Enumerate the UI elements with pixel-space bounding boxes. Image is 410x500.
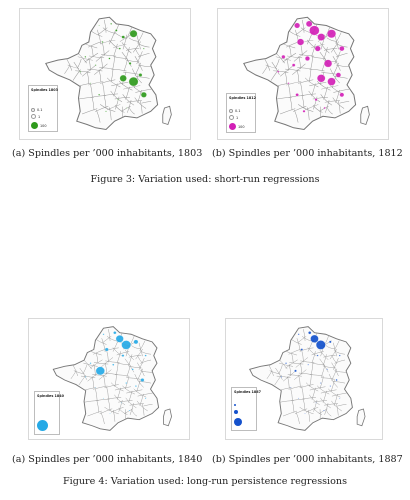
spindle-bubble	[303, 110, 305, 112]
spindle-bubble	[316, 340, 325, 349]
spindle-bubble	[113, 331, 116, 334]
spindle-bubble	[296, 93, 299, 96]
spindle-bubble	[317, 355, 318, 356]
spindle-bubble	[329, 341, 331, 343]
map-panel-1803	[19, 8, 191, 140]
spindle-bubble	[294, 23, 300, 28]
spindle-bubble	[324, 107, 326, 109]
subcaption-c: (a) Spindles per ’000 inhabitants, 1840	[12, 454, 203, 465]
spindle-bubble	[141, 92, 147, 97]
spindle-bubble	[119, 48, 121, 50]
spindle-bubble	[80, 71, 81, 72]
spindle-bubble	[298, 398, 299, 399]
spindle-bubble	[103, 398, 104, 399]
spindle-bubble	[297, 39, 304, 46]
legend-item: 0.1	[229, 109, 240, 113]
spindle-bubble	[85, 56, 87, 57]
legend-item: 100	[229, 123, 244, 130]
spindle-bubble	[301, 349, 303, 351]
spindle-bubble	[122, 36, 125, 39]
map-panel-1812	[217, 8, 389, 140]
spindle-bubble	[110, 23, 112, 24]
spindle-bubble	[99, 25, 100, 26]
spindle-bubble	[323, 410, 324, 411]
spindle-bubble	[305, 56, 310, 60]
spindle-bubble	[327, 78, 335, 86]
spindle-bubble	[324, 60, 332, 67]
spindle-bubble	[282, 55, 286, 59]
legend-1812	[226, 93, 256, 133]
spindle-bubble	[129, 77, 138, 86]
legend-item	[234, 404, 238, 406]
spindle-bubble	[309, 26, 319, 36]
spindle-bubble	[330, 386, 331, 387]
spindle-bubble	[290, 387, 291, 388]
spindle-bubble	[121, 402, 122, 403]
spindle-bubble	[315, 99, 317, 101]
subcaption-a: (a) Spindles per ’000 inhabitants, 1803	[12, 148, 203, 159]
spindle-bubble	[320, 383, 321, 384]
spindle-bubble	[90, 363, 91, 364]
spindle-bubble	[339, 46, 344, 51]
spindle-bubble	[145, 398, 146, 399]
figure-3-caption: Figure 3: Variation used: short-run regressions	[90, 174, 320, 185]
spindle-bubble	[339, 355, 340, 356]
spindle-bubble	[336, 73, 341, 78]
spindle-bubble	[340, 93, 344, 97]
legend-title: Spindles 1840	[37, 394, 64, 398]
spindle-bubble	[98, 94, 100, 95]
spindle-bubble	[292, 64, 295, 67]
spindle-bubble	[317, 74, 325, 82]
spindle-bubble	[327, 369, 328, 370]
spindle-bubble	[339, 398, 340, 399]
spindle-bubble	[315, 46, 321, 51]
legend-item: 1	[31, 114, 40, 119]
legend-1840	[34, 391, 64, 435]
spindle-bubble	[285, 363, 286, 364]
legend-title: Spindles 1812	[229, 96, 256, 100]
legend-item	[37, 420, 50, 431]
spindle-bubble	[109, 58, 111, 60]
spindle-bubble	[115, 29, 117, 31]
legend-item	[234, 418, 244, 426]
spindle-bubble	[281, 376, 282, 377]
spindle-bubble	[129, 410, 130, 411]
legend-1887	[231, 387, 261, 431]
spindle-bubble	[277, 71, 279, 73]
spindle-bubble	[308, 364, 309, 365]
legend-title: Spindles 1887	[234, 390, 261, 394]
spindle-bubble	[129, 62, 131, 64]
corsica-outline	[357, 409, 365, 426]
map-panel-1887	[225, 318, 383, 440]
spindle-bubble	[327, 30, 336, 38]
france-outline	[250, 327, 353, 431]
spindle-bubble	[288, 83, 290, 84]
legend-title: Spindles 1803	[31, 88, 58, 92]
legend-item: 0.1	[31, 108, 42, 112]
spindle-bubble	[122, 341, 131, 350]
legend-item: 1	[229, 115, 238, 120]
spindle-bubble	[294, 370, 296, 372]
legend-item: 100	[31, 122, 46, 129]
spindle-bubble	[102, 41, 104, 42]
spindle-bubble	[141, 378, 144, 381]
spindle-bubble	[116, 335, 124, 342]
spindle-bubble	[143, 48, 144, 49]
spindle-bubble	[310, 335, 318, 343]
spindle-bubble	[145, 355, 147, 357]
spindle-bubble	[103, 334, 104, 335]
corsica-outline	[163, 106, 172, 124]
map-panel-1840	[28, 318, 190, 440]
figure-4-caption: Figure 4: Variation used: long-run persistence regressions	[62, 476, 347, 487]
spindle-bubble	[105, 348, 108, 351]
spindle-bubble	[85, 376, 86, 377]
spindle-bubble	[317, 33, 324, 40]
spindle-bubble	[132, 369, 134, 371]
legend-item	[234, 410, 240, 414]
subcaption-d: (b) Spindles per ’000 inhabitants, 1887	[212, 454, 403, 465]
spindle-bubble	[95, 65, 96, 66]
spindle-bubble	[298, 334, 299, 335]
legend-1803	[28, 85, 58, 132]
spindle-bubble	[139, 73, 142, 76]
spindle-bubble	[96, 367, 105, 375]
spindle-bubble	[122, 355, 124, 357]
corsica-outline	[361, 106, 370, 124]
spindle-bubble	[105, 111, 106, 112]
spindle-bubble	[316, 402, 317, 403]
spindle-bubble	[126, 108, 127, 109]
spindle-bubble	[90, 83, 91, 84]
subcaption-b: (b) Spindles per ’000 inhabitants, 1812	[212, 148, 403, 159]
spindle-bubble	[308, 331, 311, 334]
spindle-bubble	[112, 364, 114, 366]
spindle-bubble	[125, 382, 126, 383]
spindle-bubble	[120, 75, 127, 82]
spindle-bubble	[130, 30, 137, 37]
spindle-bubble	[336, 379, 338, 381]
spindle-bubble	[117, 99, 118, 100]
spindle-bubble	[306, 21, 312, 27]
spindle-bubble	[134, 340, 138, 344]
spindle-bubble	[305, 413, 306, 414]
corsica-outline	[163, 409, 171, 426]
spindle-bubble	[135, 385, 136, 386]
spindle-bubble	[95, 387, 96, 388]
spindle-bubble	[110, 413, 111, 414]
